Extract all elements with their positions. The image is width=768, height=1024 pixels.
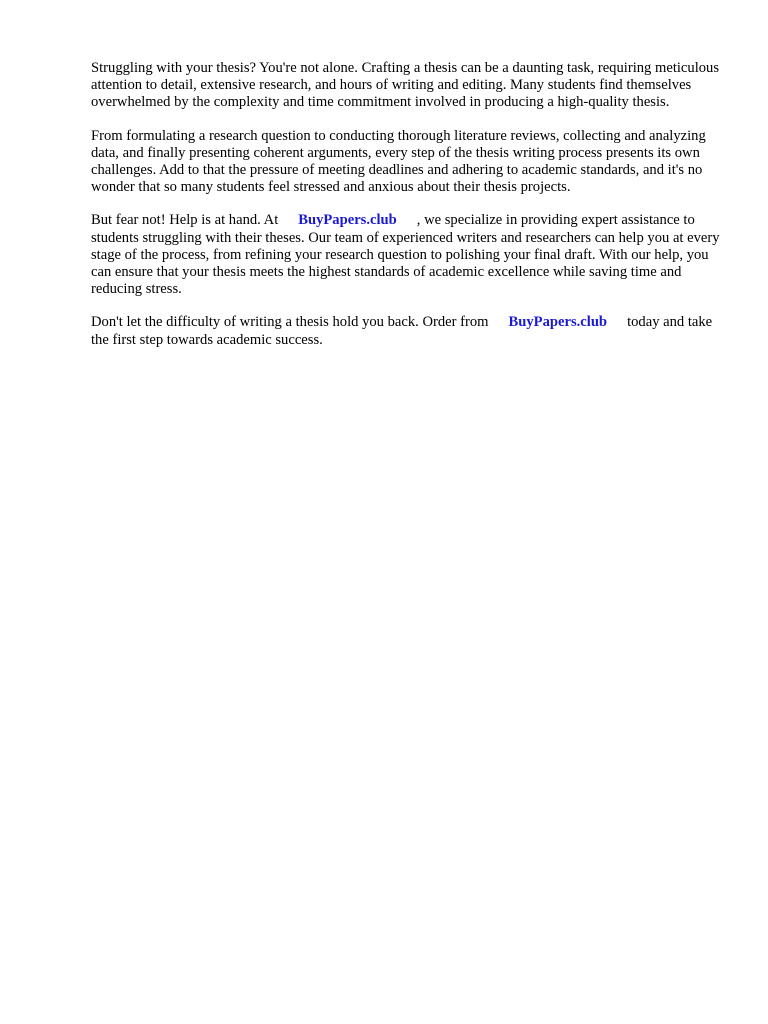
paragraph-cta — [91, 314, 731, 348]
buypapers-link[interactable]: BuyPapers.club — [298, 212, 397, 229]
paragraph-challenges: From formulating a research question to conducting thorough literature reviews, collecting and analyzing data, and finally presenting coherent arguments, every step of the thesis writing process presents its own challenges. Add to that the pressure of meeting deadlines and adhering to academic standards, and it's no wonder that so many students feel stressed and anxious about their thesis projects. — [91, 127, 706, 196]
document-body — [91, 60, 731, 365]
paragraph-help — [91, 212, 731, 298]
paragraph-cta-rest: today and take the first step towards academic success. — [91, 314, 713, 348]
paragraph-help-lead: But fear not! Help is at hand. At — [91, 212, 279, 229]
buypapers-order-link[interactable]: BuyPapers.club — [508, 314, 608, 331]
paragraph-help-rest: , we specialize in providing expert assistance to students struggling with their theses. Our team of experienced writers and researchers can help you at every stage of the process, from refining your research question to polishing your final draft. With our help, you can ensure that your thesis meets the highest standards of academic excellence while saving time and reducing stress. — [91, 212, 720, 298]
paragraph-intro: Struggling with your thesis? You're not alone. Crafting a thesis can be a daunting task, requiring meticulous attention to detail, extensive research, and hours of writing and editing. Many students find themselves overwhelmed by the complexity and time commitment involved in producing a high-quality thesis. — [91, 60, 720, 111]
paragraph-cta-lead: Don't let the difficulty of writing a thesis hold you back. Order from — [91, 314, 489, 331]
